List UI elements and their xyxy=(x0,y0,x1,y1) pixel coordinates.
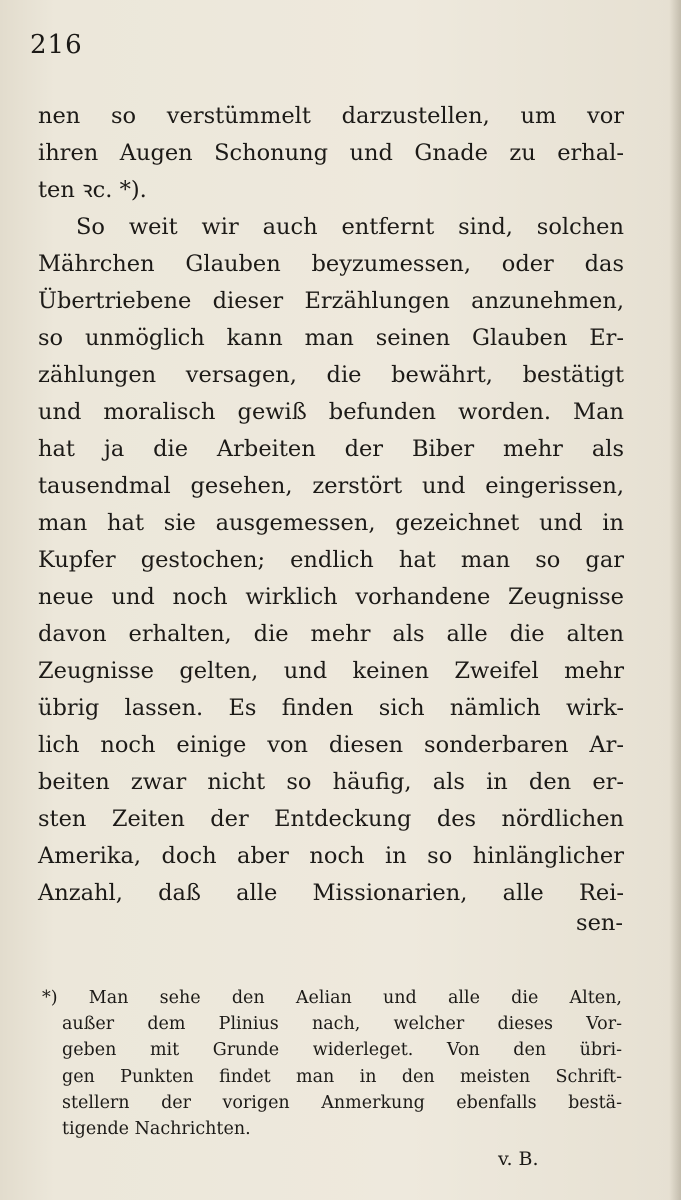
main-text xyxy=(38,98,624,912)
text-line: Amerika, doch aber noch in so hinlänglicher xyxy=(38,843,624,869)
text-line: sten Zeiten der Entdeckung des nördlichen xyxy=(38,806,624,832)
text-line: So weit wir auch entfernt sind, solchen xyxy=(76,214,624,240)
text-line: Übertriebene dieser Erzählungen anzunehmen, xyxy=(38,288,624,314)
text-line: lich noch einige von diesen sonderbaren Ar- xyxy=(38,732,624,758)
text-line: beiten zwar nicht so häufig, als in den er- xyxy=(38,769,624,795)
page-edge-shadow xyxy=(669,0,681,1200)
footnote-line: stellern der vorigen Anmerkung ebenfalls bestä- xyxy=(62,1092,622,1113)
footnote-line: gen Punkten findet man in den meisten Schrift- xyxy=(62,1066,622,1087)
text-line: nen so verstümmelt darzustellen, um vor xyxy=(38,103,624,129)
text-line: Zeugnisse gelten, und keinen Zweifel mehr xyxy=(38,658,624,684)
text-line: tausendmal gesehen, zerstört und eingerissen, xyxy=(38,473,624,499)
text-line: man hat sie ausgemessen, gezeichnet und in xyxy=(38,510,624,536)
catchword: sen- xyxy=(576,910,623,936)
text-line: übrig lassen. Es finden sich nämlich wirk- xyxy=(38,695,624,721)
footnote-line: *) Man sehe den Aelian und alle die Alten, xyxy=(42,988,622,1008)
text-line: Anzahl, daß alle Missionarien, alle Rei- xyxy=(38,880,624,906)
page-number: 216 xyxy=(30,30,83,60)
text-line: Kupfer gestochen; endlich hat man so gar xyxy=(38,547,624,573)
text-line: ten ꝛc. *). xyxy=(38,177,147,203)
text-line: zählungen versagen, die bewährt, bestätigt xyxy=(38,362,624,388)
footnote-signature: v. B. xyxy=(498,1148,539,1170)
footnote-line: geben mit Grunde widerleget. Von den übri- xyxy=(62,1040,622,1061)
text-line: so unmöglich kann man seinen Glauben Er- xyxy=(38,325,624,351)
text-line: hat ja die Arbeiten der Biber mehr als xyxy=(38,436,624,462)
text-line: neue und noch wirklich vorhandene Zeugnisse xyxy=(38,584,624,610)
text-line: und moralisch gewiß befunden worden. Man xyxy=(38,399,624,425)
footnote xyxy=(42,985,622,1142)
footnote-line: tigende Nachrichten. xyxy=(62,1119,251,1140)
text-line: davon erhalten, die mehr als alle die alten xyxy=(38,621,624,647)
text-line: Mährchen Glauben beyzumessen, oder das xyxy=(38,251,624,277)
text-line: ihren Augen Schonung und Gnade zu erhal- xyxy=(38,140,624,166)
footnote-line: außer dem Plinius nach, welcher dieses Vor- xyxy=(62,1014,622,1035)
